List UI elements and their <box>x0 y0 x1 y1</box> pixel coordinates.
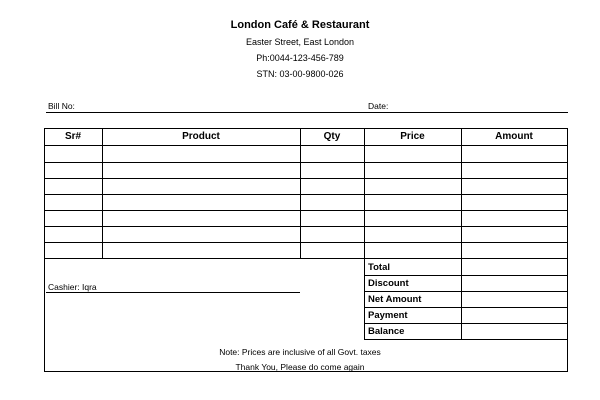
header-row-line <box>44 145 568 146</box>
net-amount-label: Net Amount <box>368 294 422 305</box>
business-address: Easter Street, East London <box>245 37 355 47</box>
table-top-border <box>44 128 568 129</box>
col-header-sr: Sr# <box>64 131 82 142</box>
total-label: Total <box>368 262 390 273</box>
totals-row-line <box>364 307 568 308</box>
row-line <box>44 226 568 227</box>
business-name: London Café & Restaurant <box>230 19 370 31</box>
totals-row-line <box>364 275 568 276</box>
cashier-underline <box>46 292 300 293</box>
bill-info-underline <box>46 112 568 113</box>
table-left-border <box>44 128 45 372</box>
bill-no-label: Bill No: <box>48 101 75 111</box>
date-label: Date: <box>368 101 389 111</box>
row-line <box>44 210 568 211</box>
row-line <box>44 194 568 195</box>
col-header-product: Product <box>182 131 220 142</box>
discount-label: Discount <box>368 278 409 289</box>
col-header-price: Price <box>400 131 425 142</box>
totals-row-line <box>364 339 568 340</box>
business-phone: Ph:0044-123-456-789 <box>256 53 344 63</box>
col-header-qty: Qty <box>323 131 341 142</box>
cashier-name: Cashier: Iqra <box>48 282 97 292</box>
tax-note: Note: Prices are inclusive of all Govt. taxes <box>219 347 381 357</box>
business-stn: STN: 03-00-9800-026 <box>256 69 344 79</box>
row-line <box>44 242 568 243</box>
row-line <box>44 178 568 179</box>
row-line <box>44 258 568 259</box>
totals-row-line <box>364 323 568 324</box>
payment-label: Payment <box>368 310 408 321</box>
row-line <box>44 162 568 163</box>
balance-label: Balance <box>368 326 405 337</box>
table-right-border <box>567 128 568 372</box>
col-header-amount: Amount <box>495 131 533 142</box>
thank-you-message: Thank You, Please do come again <box>235 362 365 372</box>
totals-row-line <box>364 291 568 292</box>
